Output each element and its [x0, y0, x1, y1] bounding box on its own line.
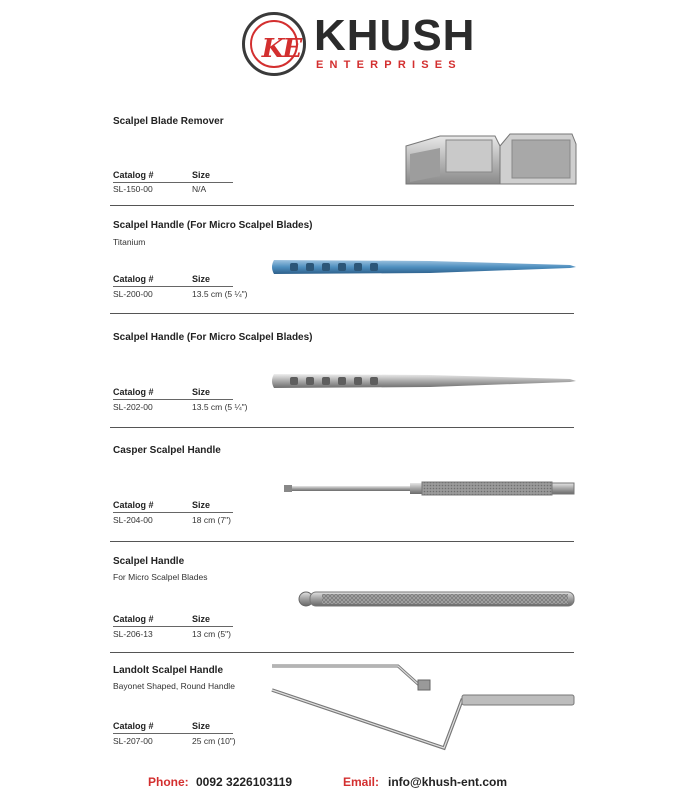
- header-rule: [113, 733, 233, 734]
- catalog-number: SL-206-13: [113, 629, 153, 639]
- brand-logo-mark: [242, 12, 306, 76]
- size-value: 25 cm (10"): [192, 736, 236, 746]
- product-subtitle: Titanium: [113, 237, 146, 247]
- header-rule: [113, 512, 233, 513]
- header-rule: [113, 399, 233, 400]
- logo-ring: [250, 20, 301, 68]
- catalog-header: Catalog #: [113, 170, 154, 180]
- product-title: Scalpel Handle (For Micro Scalpel Blades): [113, 332, 313, 343]
- size-header: Size: [192, 387, 211, 397]
- email-address[interactable]: info@khush-ent.com: [388, 775, 508, 789]
- section-divider: [110, 313, 574, 314]
- blade-remover-image: [400, 126, 580, 190]
- catalog-number: SL-202-00: [113, 402, 153, 412]
- catalog-header: Catalog #: [113, 614, 154, 624]
- product-title: Landolt Scalpel Handle: [113, 665, 224, 676]
- catalog-header: Catalog #: [113, 721, 154, 731]
- phone-number[interactable]: 0092 3226103119: [196, 775, 293, 789]
- knurled-handle-image: [298, 588, 580, 610]
- steel-handle-image: [270, 370, 580, 392]
- size-header: Size: [192, 274, 211, 284]
- size-header: Size: [192, 721, 211, 731]
- product-title: Scalpel Handle: [113, 556, 185, 567]
- size-value: 13 cm (5"): [192, 629, 231, 639]
- header-rule: [113, 286, 233, 287]
- size-header: Size: [192, 614, 211, 624]
- size-value: 18 cm (7"): [192, 515, 231, 525]
- section-divider: [110, 205, 574, 206]
- titanium-handle-image: [270, 256, 580, 278]
- header-rule: [113, 626, 233, 627]
- casper-handle-image: [282, 478, 578, 500]
- product-title: Scalpel Handle (For Micro Scalpel Blades): [113, 220, 313, 231]
- product-subtitle: For Micro Scalpel Blades: [113, 572, 208, 582]
- header-rule: [113, 182, 233, 183]
- size-value: 13.5 cm (5 ¼"): [192, 289, 248, 299]
- brand-name: KHUSH: [314, 11, 476, 60]
- size-value: N/A: [192, 184, 207, 194]
- catalog-header: Catalog #: [113, 500, 154, 510]
- landolt-handle-image: [268, 660, 580, 760]
- size-header: Size: [192, 500, 211, 510]
- section-divider: [110, 427, 574, 428]
- catalog-number: SL-204-00: [113, 515, 153, 525]
- size-header: Size: [192, 170, 211, 180]
- section-divider: [110, 541, 574, 542]
- catalog-number: SL-207-00: [113, 736, 153, 746]
- brand-monogram: KE: [261, 34, 301, 64]
- size-value: 13.5 cm (5 ¼"): [192, 402, 248, 412]
- brand-tagline: ENTERPRISES: [316, 59, 462, 71]
- email-label: Email:: [343, 775, 380, 789]
- catalog-header: Catalog #: [113, 274, 154, 284]
- catalog-number: SL-200-00: [113, 289, 153, 299]
- phone-label: Phone:: [148, 775, 189, 789]
- product-subtitle: Bayonet Shaped, Round Handle: [113, 681, 235, 691]
- catalog-number: SL-150-00: [113, 184, 153, 194]
- catalog-header: Catalog #: [113, 387, 154, 397]
- section-divider: [110, 652, 574, 653]
- product-title: Casper Scalpel Handle: [113, 445, 221, 456]
- product-title: Scalpel Blade Remover: [113, 116, 224, 127]
